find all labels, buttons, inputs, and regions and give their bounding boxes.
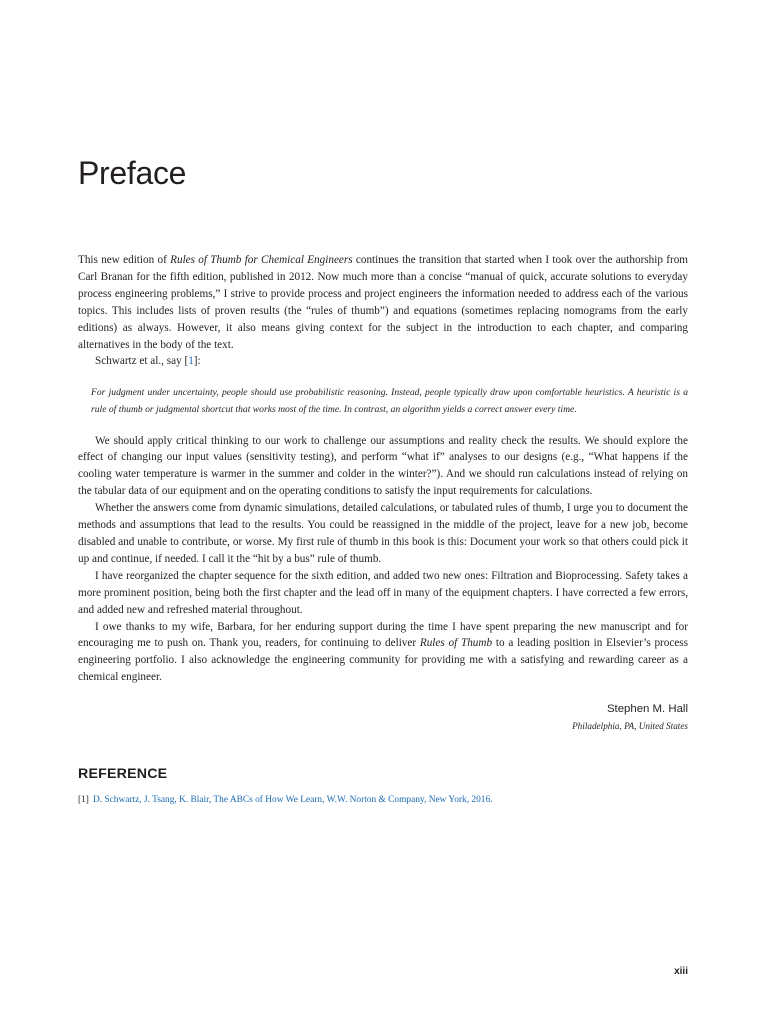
paragraph-1 bbox=[78, 252, 688, 353]
signature-block bbox=[78, 701, 688, 733]
paragraph-6-text-b: to a leading position in Elsevier’s process engineering portfolio. I also acknowledge the engineering community for providing me with a satisfying and rewarding career as a chemical engineer. bbox=[78, 637, 689, 684]
paragraph-6-text-a: I owe thanks to my wife, Barbara, for her enduring support during the time I have spent preparing the new manuscript and for encouraging me to push on. Thank you, readers, for continuing to deliver bbox=[78, 620, 688, 650]
citation-link[interactable]: 1 bbox=[188, 355, 194, 368]
page-title: Preface bbox=[78, 155, 187, 191]
preface-body bbox=[78, 252, 688, 733]
references-heading: REFERENCE bbox=[78, 766, 168, 782]
page bbox=[78, 0, 688, 1024]
book-title-short: Rules of Thumb bbox=[419, 637, 493, 650]
reference-number: [1] bbox=[78, 795, 89, 805]
block-quote: For judgment under uncertainty, people should use probabilistic reasoning. Instead, people typically draw upon comfortable heuristics. A heuristic is a rule of thumb or judgmental shortcut that works most of the time. In contrast, an algorithm yields a correct answer every time. bbox=[91, 387, 688, 415]
paragraph-5: I have reorganized the chapter sequence for the sixth edition, and added two new ones: Filtration and Bioprocessing. Safety takes a more prominent position, being both the first chapter and the lead off in many of the equipment chapters. I have corrected a few errors, and added new and refreshed material throughout. bbox=[78, 569, 688, 616]
book-title: Rules of Thumb for Chemical Engineers bbox=[170, 254, 353, 266]
page-number: xiii bbox=[674, 966, 688, 977]
paragraph-1-text-a: This new edition of bbox=[78, 254, 171, 266]
paragraph-6 bbox=[78, 619, 688, 687]
author-location: Philadelphia, PA, United States bbox=[572, 721, 688, 732]
author-name: Stephen M. Hall bbox=[606, 703, 688, 716]
paragraph-4: Whether the answers come from dynamic simulations, detailed calculations, or tabulated rules of thumb, I urge you to document the methods and assumptions that lead to the results. You could be reassigned in the middle of the project, leave for a new job, become disabled and unable to contribute, or worse. My first rule of thumb in this book is this: Document your work so that others could pick it up and continue, if needed. I call it the “hit by a bus” rule of thumb. bbox=[78, 502, 688, 565]
references-list bbox=[78, 794, 688, 807]
paragraph-3: We should apply critical thinking to our work to challenge our assumptions and reality check the results. We should explore the effect of changing our input values (sensitivity testing), and perform “what if” analyses to our designs (e.g., “What happens if the cooling water temperature is warmer in the summer and colder in the winter?”). And we should run calculations instead of relying on the tabular data of our equipment and on the operating conditions to satisfy the input requirements for calculations. bbox=[78, 434, 688, 498]
reference-link[interactable]: D. Schwartz, J. Tsang, K. Blair, The ABCs of How We Learn, W.W. Norton & Company, New York, 2016. bbox=[92, 795, 493, 805]
paragraph-2-text-b: ]: bbox=[193, 355, 201, 368]
paragraph-2-text-a: Schwartz et al., say [ bbox=[95, 355, 189, 368]
paragraph-2 bbox=[78, 353, 688, 370]
reference-item bbox=[78, 794, 688, 807]
paragraph-1-text-b: continues the transition that started when I took over the authorship from Carl Branan for the fifth edition, published in 2012. Now much more than a concise “manual of quick, accurate solutions to everyday process engineering problems,” I strive to provide process and project engineers the information needed to address each of the various topics. This includes lists of proven results (the “rules of thumb”) and equations (sometimes replacing nomograms from the early editions) as always. However, it also means giving context for the subject in the introduction to each chapter, and comparing alternatives in the body of the text. bbox=[78, 254, 688, 351]
